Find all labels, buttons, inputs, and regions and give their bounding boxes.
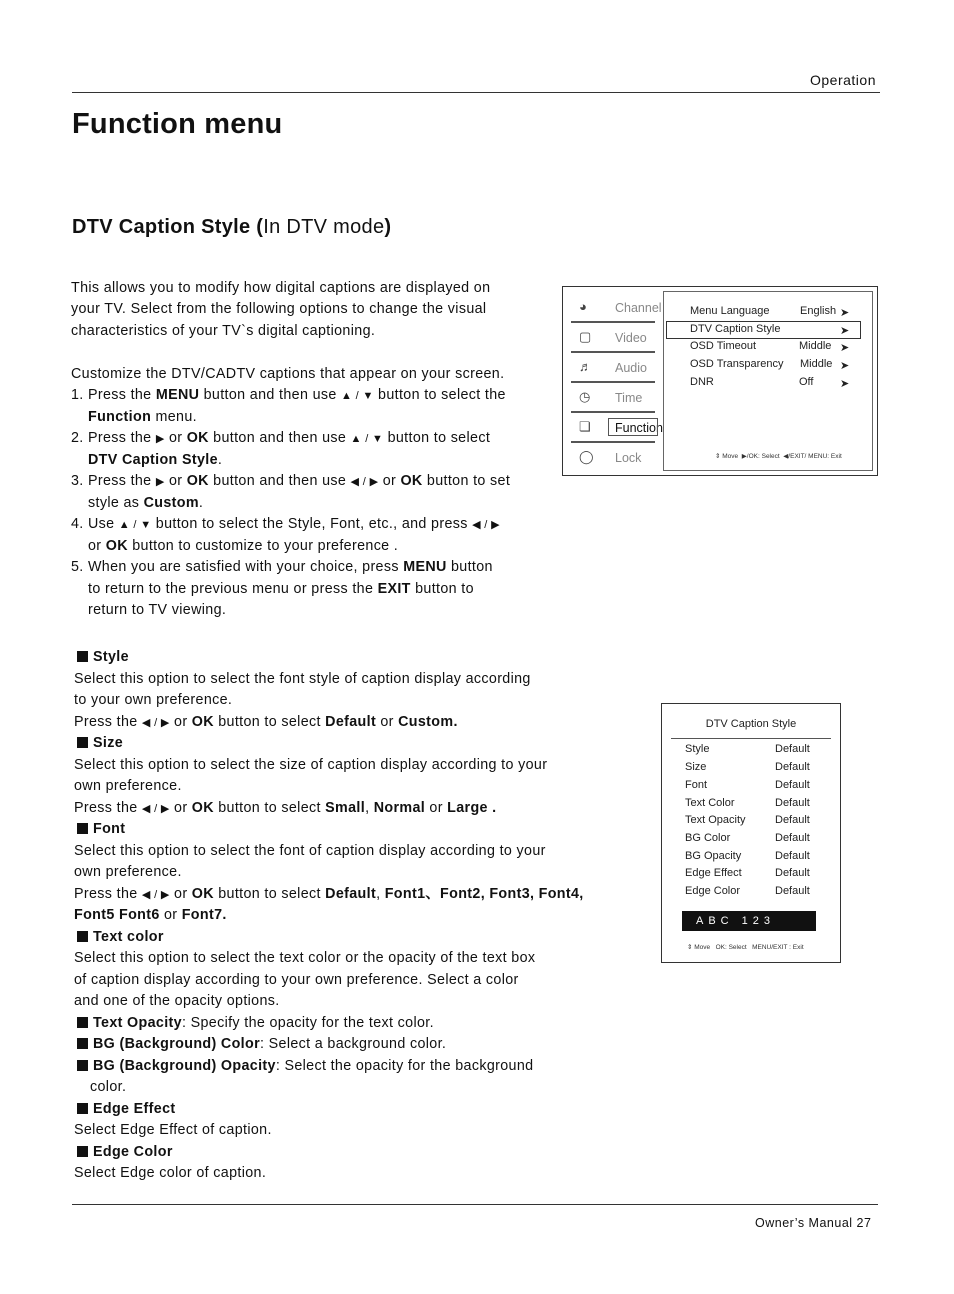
caption-value-edge-color: Default [775,885,810,897]
sidebar-item-audio[interactable]: ♬ Audio [579,359,647,375]
step-1: 1. Press the MENU button and then use ▲ / ▼ button to select the [71,387,506,403]
caption-value-font: Default [775,779,810,791]
bullet-square [77,1017,88,1028]
option-heading-text-color: Text color [77,927,164,949]
menu-row-osd-transparency[interactable]: OSD Transparency [690,358,784,370]
left-arrow-icon: ◀ [783,453,789,460]
bullet-square [77,737,88,748]
header-rule [72,92,880,93]
step-5-cont: to return to the previous menu or press the EXIT button to [88,581,474,597]
bullet-square [77,1038,88,1049]
option-text: Press the ◀ / ▶ or OK button to select Default or Custom. [74,714,458,730]
bullet-square [77,1103,88,1114]
sidebar-item-time[interactable]: ◷ Time [579,389,643,405]
sidebar-item-function[interactable]: ❏ Function [579,419,663,435]
menu-value-language: English [800,305,837,317]
clock-icon: ◷ [579,389,591,404]
step-5-cont: return to TV viewing. [88,602,227,618]
menu-help-bar: ⇕ Move ▶/OK: Select ◀/EXIT/ MENU: Exit [715,453,842,460]
arrow-right-icon: ➤ [840,378,850,390]
caption-value-edge-effect: Default [775,867,810,879]
option-text: Font5 Font6 or Font7. [74,907,227,923]
caption-value-bg-opacity: Default [775,850,810,862]
step-4-cont: or OK button to customize to your preference . [88,538,399,554]
monitor-icon: ▢ [579,329,592,344]
menu-value-osd-timeout: Middle [799,340,832,352]
step-2-cont: DTV Caption Style. [88,452,223,468]
option-text: Select this option to select the text color or the opacity of the text box [74,950,536,966]
bullet-square [77,1060,88,1071]
caption-value-text-color: Default [775,797,810,809]
section-label: Operation [810,72,876,88]
option-text: own preference. [74,864,182,880]
menu-value-osd-transparency: Middle [800,358,833,370]
menu-row-dnr[interactable]: DNR [690,376,714,388]
customize-line: Customize the DTV/CADTV captions that appear on your screen. [71,366,505,382]
caption-row-text-opacity[interactable]: Text Opacity [685,814,746,826]
caption-row-size[interactable]: Size [685,761,707,773]
step-3-cont: style as Custom. [88,495,204,511]
arrow-right-icon: ➤ [840,360,850,372]
function-cube-icon: ❏ [579,419,591,434]
caption-row-text-color[interactable]: Text Color [685,797,735,809]
lock-icon: ◯ [579,449,594,464]
sidebar-item-video[interactable]: ▢ Video [579,329,647,345]
step-5: 5. When you are satisfied with your choice, press MENU button [71,559,493,575]
caption-row-edge-color[interactable]: Edge Color [685,885,741,897]
option-text: own preference. [74,778,182,794]
step-3: 3. Press the ▶ or OK button and then use ◀ / ▶ or OK button to set [71,473,511,489]
option-heading-font: Font [77,819,125,841]
option-text: Select this option to select the size of caption display according to your [74,757,548,773]
option-text: to your own preference. [74,692,233,708]
intro-line: your TV. Select from the following options to change the visual [71,301,487,317]
option-text: of caption display according to your own preference. Select a color [74,972,519,988]
caption-value-text-opacity: Default [775,814,810,826]
right-arrow-icon: ▶ [741,453,747,460]
arrow-right-icon: ➤ [840,307,850,319]
option-heading-edge-color: Edge Color [77,1142,173,1164]
caption-value-style: Default [775,743,810,755]
sidebar-item-channel[interactable]: ◕ Channel [579,299,662,315]
menu-row-language[interactable]: Menu Language [690,305,770,317]
caption-value-size: Default [775,761,810,773]
bullet-square [77,651,88,662]
caption-preview: ABC 123 [682,911,816,931]
menu-row-caption-style[interactable]: DTV Caption Style [690,323,781,335]
option-heading-bg-color: BG (Background) Color: Select a background color. [77,1034,446,1056]
updown-arrows-icon: ⇕ [687,944,693,951]
caption-help-bar: ⇕ Move OK: Select MENU/EXIT : Exit [687,944,804,951]
caption-row-font[interactable]: Font [685,779,708,791]
option-heading-text-opacity: Text Opacity: Specify the opacity for the text color. [77,1013,434,1035]
caption-style-title: DTV Caption Style [705,718,797,730]
sidebar-item-lock[interactable]: ◯ Lock [579,449,642,465]
option-heading-edge-effect: Edge Effect [77,1099,176,1121]
option-text: Select Edge color of caption. [74,1165,267,1181]
caption-row-bg-opacity[interactable]: BG Opacity [685,850,742,862]
bullet-square [77,931,88,942]
intro-line: This allows you to modify how digital captions are displayed on [71,280,491,296]
page-footer: Owner’s Manual 27 [755,1216,872,1230]
section-title: DTV Caption Style (In DTV mode) [72,216,392,238]
page-title: Function menu [72,108,283,140]
step-2: 2. Press the ▶ or OK button and then use ▲ / ▼ button to select [71,430,491,446]
footer-rule [72,1204,878,1205]
bullet-square [77,823,88,834]
option-text: color. [90,1079,127,1095]
arrow-right-icon: ➤ [840,342,850,354]
menu-row-osd-timeout[interactable]: OSD Timeout [690,340,757,352]
option-heading-bg-opacity: BG (Background) Opacity: Select the opacity for the background [77,1056,533,1078]
intro-line: characteristics of your TV`s digital captioning. [71,323,376,339]
option-text: Press the ◀ / ▶ or OK button to select Default, Font1、Font2, Font3, Font4, [74,886,584,902]
title-rule [671,738,831,739]
option-text: Select Edge Effect of caption. [74,1122,272,1138]
option-text: Select this option to select the font style of caption display according [74,671,531,687]
satellite-dish-icon: ◕ [579,299,587,314]
caption-row-bg-color[interactable]: BG Color [685,832,731,844]
sidebar-selection-frame [608,418,658,436]
step-1-cont: Function menu. [88,409,197,425]
caption-row-style[interactable]: Style [685,743,710,755]
option-text: and one of the opacity options. [74,993,280,1009]
menu-value-dnr: Off [799,376,814,388]
option-text: Select this option to select the font of caption display according to your [74,843,546,859]
option-heading-style: Style [77,647,129,669]
arrow-right-icon: ➤ [840,325,850,337]
updown-arrows-icon: ⇕ [715,453,721,460]
bullet-square [77,1146,88,1157]
speaker-icon: ♬ [579,359,592,374]
option-heading-size: Size [77,733,123,755]
caption-value-bg-color: Default [775,832,810,844]
caption-row-edge-effect[interactable]: Edge Effect [685,867,742,879]
option-text: Press the ◀ / ▶ or OK button to select Small, Normal or Large . [74,800,497,816]
step-4: 4. Use ▲ / ▼ button to select the Style, Font, etc., and press ◀ / ▶ [71,516,500,532]
